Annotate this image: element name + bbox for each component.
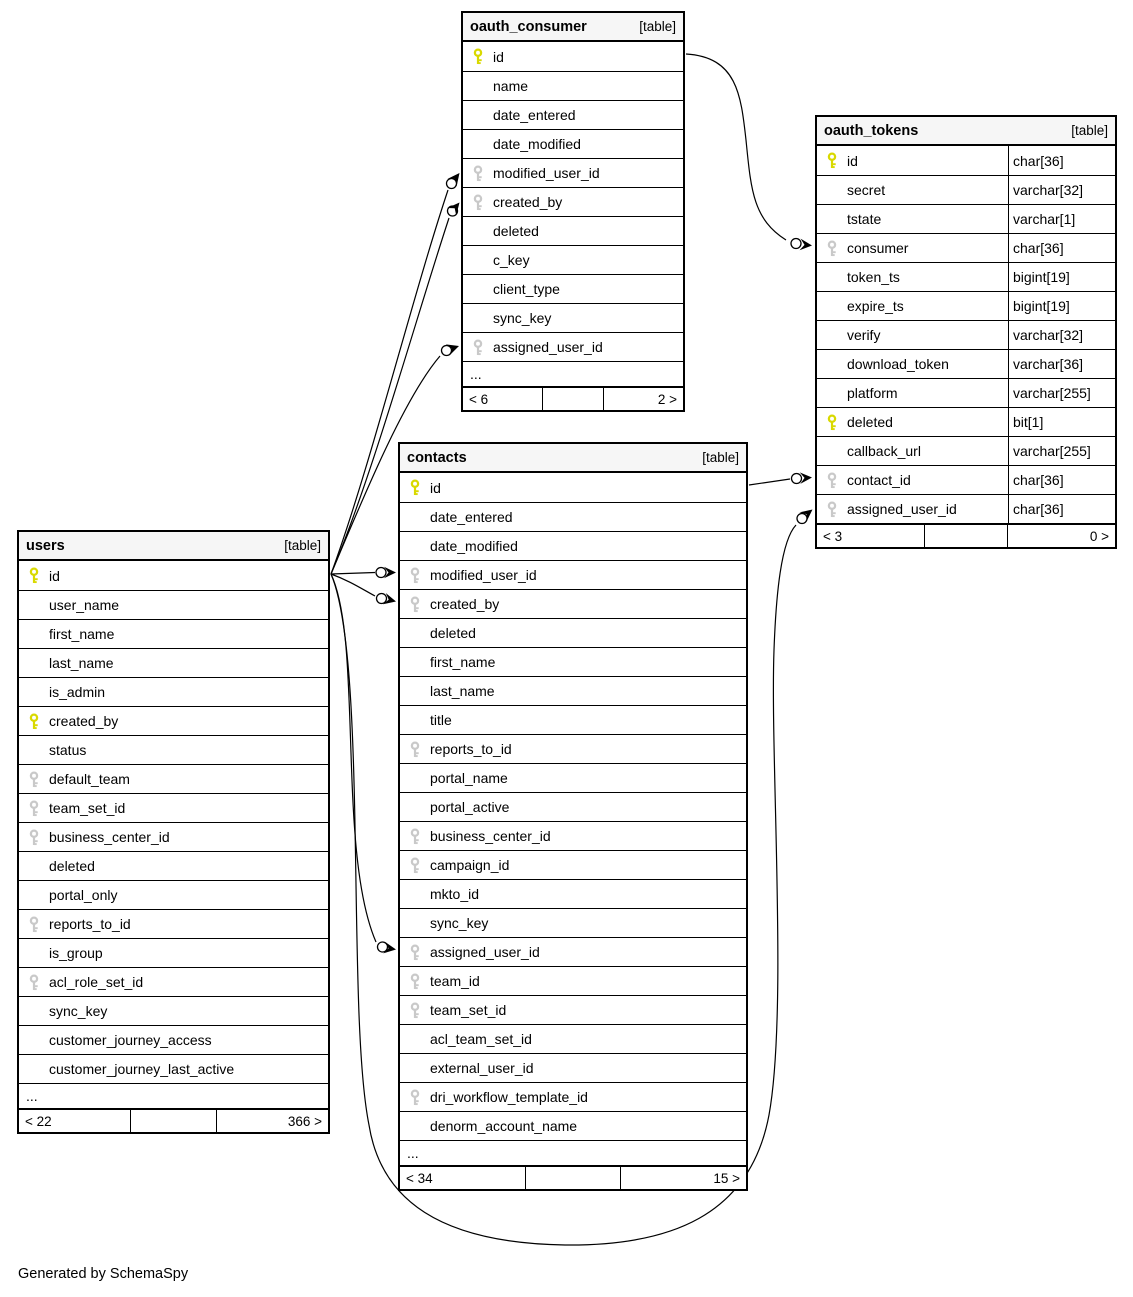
- foreign-key-icon: [409, 828, 421, 845]
- footer-children-count: 15 >: [713, 1170, 740, 1186]
- column-name: deleted: [430, 625, 476, 641]
- column-name: last_name: [430, 683, 495, 699]
- column-row-oauth_consumer-assigned_user_id: [463, 332, 683, 361]
- foreign-key-icon: [28, 771, 40, 788]
- column-name: date_modified: [493, 136, 581, 152]
- column-name: dri_workflow_template_id: [430, 1089, 588, 1105]
- table-oauth_consumer-header[interactable]: [463, 13, 683, 42]
- column-row-oauth_consumer-created_by: [463, 187, 683, 216]
- column-row-oauth_consumer-deleted: [463, 216, 683, 245]
- foreign-key-icon: [409, 973, 421, 990]
- table-tag: [table]: [284, 538, 321, 553]
- column-row-oauth_tokens-deleted: [817, 407, 1115, 436]
- column-type: varchar[255]: [1008, 437, 1115, 465]
- column-row-contacts-created_by: [400, 589, 746, 618]
- column-row-users-status: [19, 735, 328, 764]
- column-row-users-default_team: [19, 764, 328, 793]
- table-tag: [table]: [639, 19, 676, 34]
- column-row-oauth_tokens-consumer: [817, 233, 1115, 262]
- column-name: external_user_id: [430, 1060, 534, 1076]
- column-name: reports_to_id: [430, 741, 512, 757]
- column-name: id: [847, 152, 858, 169]
- column-row-contacts-denorm_account_name: [400, 1111, 746, 1140]
- foreign-key-icon: [28, 974, 40, 991]
- column-row-users-last_name: [19, 648, 328, 677]
- column-name: is_group: [49, 945, 103, 961]
- column-name: first_name: [49, 626, 115, 642]
- column-row-contacts-assigned_user_id: [400, 937, 746, 966]
- primary-key-icon: [28, 713, 40, 730]
- column-row-users-is_admin: [19, 677, 328, 706]
- column-row-oauth_tokens-tstate: [817, 204, 1115, 233]
- relationship-users-id-to-contacts-modified_user_id: [331, 567, 396, 579]
- column-name: created_by: [430, 596, 500, 612]
- column-row-contacts-team_set_id: [400, 995, 746, 1024]
- column-name: modified_user_id: [493, 165, 600, 181]
- column-name: created_by: [49, 713, 119, 729]
- table-tag: [table]: [1071, 123, 1108, 138]
- footer-spacer: [542, 388, 604, 410]
- column-row-users-deleted: [19, 851, 328, 880]
- column-row-oauth_tokens-id: [817, 146, 1115, 175]
- column-name: portal_name: [430, 770, 508, 786]
- column-row-contacts-portal_active: [400, 792, 746, 821]
- foreign-key-icon: [409, 1089, 421, 1106]
- foreign-key-icon: [409, 1002, 421, 1019]
- relationship-users-id-to-contacts-assigned_user_id: [331, 574, 397, 955]
- truncated-columns-indicator: ...: [400, 1140, 746, 1165]
- truncated-columns-indicator: ...: [463, 361, 683, 386]
- column-name: id: [430, 479, 441, 496]
- table-oauth_consumer: [461, 11, 685, 412]
- foreign-key-icon: [28, 800, 40, 817]
- column-row-oauth_tokens-contact_id: [817, 465, 1115, 494]
- column-type: varchar[255]: [1008, 379, 1115, 407]
- column-name: acl_team_set_id: [430, 1031, 532, 1047]
- footer-spacer: [924, 525, 1007, 547]
- column-name: callback_url: [847, 443, 921, 459]
- column-row-contacts-last_name: [400, 676, 746, 705]
- column-name: date_entered: [430, 509, 513, 525]
- foreign-key-icon: [409, 741, 421, 758]
- column-row-contacts-first_name: [400, 647, 746, 676]
- column-name: team_id: [430, 973, 480, 989]
- column-row-oauth_tokens-expire_ts: [817, 291, 1115, 320]
- column-row-users-is_group: [19, 938, 328, 967]
- column-name: user_name: [49, 597, 120, 613]
- column-name: first_name: [430, 654, 496, 670]
- column-row-oauth_tokens-secret: [817, 175, 1115, 204]
- footer-children-count: 0 >: [1089, 528, 1109, 544]
- column-name: name: [493, 78, 529, 94]
- column-row-users-id: [19, 561, 328, 590]
- table-oauth_tokens-footer: [817, 523, 1115, 547]
- column-row-users-acl_role_set_id: [19, 967, 328, 996]
- column-row-contacts-date_entered: [400, 502, 746, 531]
- column-row-oauth_consumer-id: [463, 42, 683, 71]
- column-name: secret: [847, 182, 886, 198]
- column-row-contacts-title: [400, 705, 746, 734]
- column-name: client_type: [493, 281, 560, 297]
- column-row-users-team_set_id: [19, 793, 328, 822]
- primary-key-icon: [28, 567, 40, 584]
- column-name: business_center_id: [430, 828, 551, 844]
- table-oauth_tokens: [815, 115, 1117, 549]
- column-row-users-created_by: [19, 706, 328, 735]
- column-type: char[36]: [1008, 146, 1115, 175]
- column-name: campaign_id: [430, 857, 510, 873]
- column-row-oauth_tokens-download_token: [817, 349, 1115, 378]
- column-row-oauth_tokens-verify: [817, 320, 1115, 349]
- column-name: is_admin: [49, 684, 106, 700]
- column-type: char[36]: [1008, 466, 1115, 494]
- column-row-contacts-reports_to_id: [400, 734, 746, 763]
- column-name: denorm_account_name: [430, 1118, 578, 1134]
- column-row-oauth_consumer-c_key: [463, 245, 683, 274]
- primary-key-icon: [472, 48, 484, 65]
- column-name: portal_only: [49, 887, 118, 903]
- column-row-oauth_consumer-name: [463, 71, 683, 100]
- foreign-key-icon: [409, 596, 421, 613]
- footer-parents-count: < 6: [469, 391, 489, 407]
- column-name: last_name: [49, 655, 114, 671]
- table-name[interactable]: oauth_tokens: [824, 122, 919, 139]
- column-row-contacts-date_modified: [400, 531, 746, 560]
- column-name: sync_key: [493, 310, 552, 326]
- footer-children-count: 366 >: [287, 1113, 322, 1129]
- foreign-key-icon: [472, 165, 484, 182]
- footer-spacer: [525, 1167, 622, 1189]
- column-name: consumer: [847, 240, 909, 256]
- column-row-oauth_tokens-assigned_user_id: [817, 494, 1115, 523]
- footer-parents-count: < 34: [406, 1170, 433, 1186]
- column-row-contacts-mkto_id: [400, 879, 746, 908]
- foreign-key-icon: [409, 567, 421, 584]
- column-name: reports_to_id: [49, 916, 131, 932]
- primary-key-icon: [826, 152, 838, 169]
- column-name: sync_key: [430, 915, 489, 931]
- column-name: title: [430, 712, 452, 728]
- column-name: verify: [847, 327, 881, 343]
- column-row-contacts-acl_team_set_id: [400, 1024, 746, 1053]
- column-name: c_key: [493, 252, 530, 268]
- foreign-key-icon: [826, 472, 838, 489]
- table-contacts: [398, 442, 748, 1191]
- column-name: assigned_user_id: [847, 501, 957, 517]
- column-name: date_entered: [493, 107, 576, 123]
- column-name: sync_key: [49, 1003, 108, 1019]
- foreign-key-icon: [409, 944, 421, 961]
- table-users: [17, 530, 330, 1134]
- column-row-oauth_consumer-client_type: [463, 274, 683, 303]
- column-row-oauth_consumer-modified_user_id: [463, 158, 683, 187]
- column-name: created_by: [493, 194, 563, 210]
- column-name: assigned_user_id: [493, 339, 603, 355]
- table-users-footer: [19, 1108, 328, 1132]
- column-row-contacts-dri_workflow_template_id: [400, 1082, 746, 1111]
- column-row-contacts-team_id: [400, 966, 746, 995]
- column-name: tstate: [847, 211, 882, 227]
- column-type: varchar[32]: [1008, 176, 1115, 204]
- table-oauth_tokens-header[interactable]: [817, 117, 1115, 146]
- table-contacts-footer: [400, 1165, 746, 1189]
- column-row-users-user_name: [19, 590, 328, 619]
- column-row-users-portal_only: [19, 880, 328, 909]
- column-row-users-business_center_id: [19, 822, 328, 851]
- column-row-oauth_consumer-date_modified: [463, 129, 683, 158]
- column-type: bigint[19]: [1008, 292, 1115, 320]
- foreign-key-icon: [409, 857, 421, 874]
- column-row-contacts-external_user_id: [400, 1053, 746, 1082]
- column-row-contacts-deleted: [400, 618, 746, 647]
- footer-children-count: 2 >: [657, 391, 677, 407]
- column-row-oauth_consumer-sync_key: [463, 303, 683, 332]
- column-name: acl_role_set_id: [49, 974, 144, 990]
- column-type: varchar[1]: [1008, 205, 1115, 233]
- column-row-oauth_consumer-date_entered: [463, 100, 683, 129]
- column-type: char[36]: [1008, 495, 1115, 523]
- foreign-key-icon: [826, 501, 838, 518]
- column-name: team_set_id: [49, 800, 126, 816]
- table-tag: [table]: [702, 450, 739, 465]
- column-name: expire_ts: [847, 298, 904, 314]
- column-name: mkto_id: [430, 886, 480, 902]
- column-row-oauth_tokens-platform: [817, 378, 1115, 407]
- column-name: deleted: [847, 414, 893, 430]
- table-users-header[interactable]: [19, 532, 328, 561]
- column-row-contacts-campaign_id: [400, 850, 746, 879]
- column-row-users-customer_journey_last_active: [19, 1054, 328, 1083]
- column-name: portal_active: [430, 799, 510, 815]
- footer-parents-count: < 3: [823, 528, 843, 544]
- relationship-users-id-to-contacts-created_by: [331, 574, 397, 607]
- column-name: customer_journey_access: [49, 1032, 212, 1048]
- column-name: download_token: [847, 356, 949, 372]
- column-name: id: [493, 48, 504, 65]
- foreign-key-icon: [472, 339, 484, 356]
- column-type: varchar[36]: [1008, 350, 1115, 378]
- column-row-users-first_name: [19, 619, 328, 648]
- column-type: bigint[19]: [1008, 263, 1115, 291]
- column-row-contacts-id: [400, 473, 746, 502]
- column-name: deleted: [493, 223, 539, 239]
- relationship-oauth_consumer-id-to-oauth_tokens-consumer: [686, 54, 813, 251]
- column-type: varchar[32]: [1008, 321, 1115, 349]
- primary-key-icon: [409, 479, 421, 496]
- column-name: status: [49, 742, 87, 758]
- relationship-contacts-id-to-oauth_tokens-contact_id: [749, 472, 812, 485]
- column-row-contacts-business_center_id: [400, 821, 746, 850]
- column-row-users-customer_journey_access: [19, 1025, 328, 1054]
- column-name: business_center_id: [49, 829, 170, 845]
- table-oauth_consumer-footer: [463, 386, 683, 410]
- column-row-users-sync_key: [19, 996, 328, 1025]
- column-row-users-reports_to_id: [19, 909, 328, 938]
- column-name: customer_journey_last_active: [49, 1061, 235, 1077]
- column-name: token_ts: [847, 269, 900, 285]
- table-name[interactable]: contacts: [407, 449, 467, 466]
- column-row-oauth_tokens-token_ts: [817, 262, 1115, 291]
- column-name: team_set_id: [430, 1002, 507, 1018]
- column-name: date_modified: [430, 538, 518, 554]
- footer-spacer: [130, 1110, 217, 1132]
- column-type: bit[1]: [1008, 408, 1115, 436]
- column-name: deleted: [49, 858, 95, 874]
- footer-parents-count: < 22: [25, 1113, 52, 1129]
- column-row-contacts-modified_user_id: [400, 560, 746, 589]
- column-name: id: [49, 567, 60, 584]
- foreign-key-icon: [28, 829, 40, 846]
- foreign-key-icon: [28, 916, 40, 933]
- foreign-key-icon: [826, 240, 838, 257]
- column-row-contacts-portal_name: [400, 763, 746, 792]
- column-row-oauth_tokens-callback_url: [817, 436, 1115, 465]
- column-name: modified_user_id: [430, 567, 537, 583]
- column-name: platform: [847, 385, 898, 401]
- column-row-contacts-sync_key: [400, 908, 746, 937]
- table-name[interactable]: oauth_consumer: [470, 18, 587, 35]
- column-name: default_team: [49, 771, 130, 787]
- foreign-key-icon: [472, 194, 484, 211]
- column-name: assigned_user_id: [430, 944, 540, 960]
- column-name: contact_id: [847, 472, 911, 488]
- primary-key-icon: [826, 414, 838, 431]
- column-type: char[36]: [1008, 234, 1115, 262]
- truncated-columns-indicator: ...: [19, 1083, 328, 1108]
- table-contacts-header[interactable]: [400, 444, 746, 473]
- table-name[interactable]: users: [26, 537, 65, 554]
- generated-by-label: Generated by SchemaSpy: [18, 1266, 189, 1282]
